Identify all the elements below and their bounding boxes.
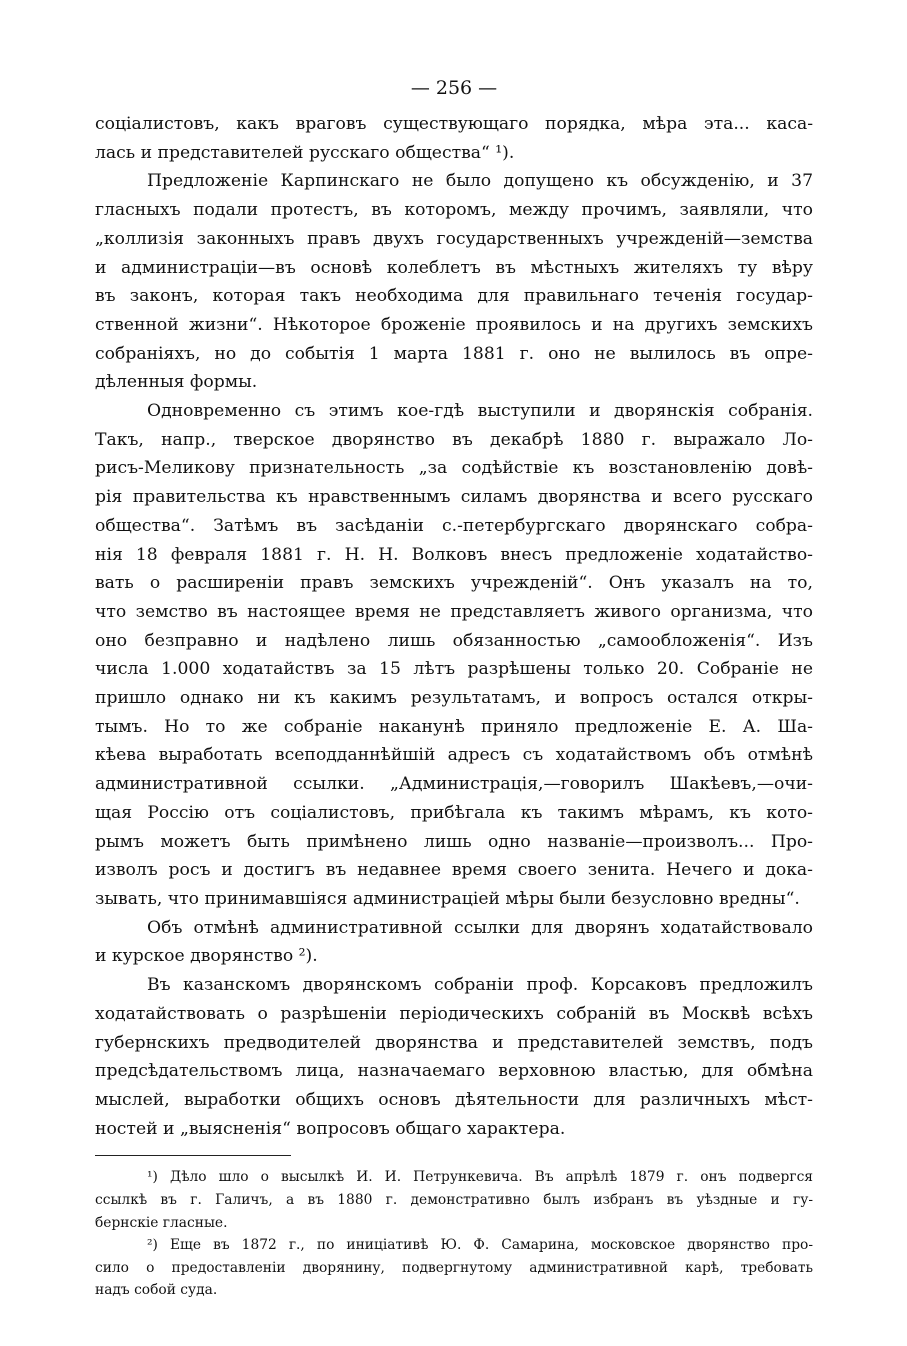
footnote-line: надъ собой суда. <box>95 1282 218 1299</box>
footnote-line: ¹) Дѣло шло о высылкѣ И. И. Петрункевича. Въ апрѣлѣ 1879 г. онъ подвергся <box>147 1169 813 1186</box>
text-line: оно безправно и надѣлено лишь обязанностью „самообложенія“. Изъ <box>95 630 813 651</box>
footnote-line: бернскіе гласные. <box>95 1214 228 1231</box>
text-line: въ законъ, которая такъ необходима для правильнаго теченія государ- <box>95 286 813 307</box>
footnotes <box>95 1166 813 1302</box>
text-line: и курское дворянство ²). <box>95 946 318 967</box>
text-line: Такъ, напр., тверское дворянство въ декабрѣ 1880 г. выражало Ло- <box>95 429 813 450</box>
paragraph <box>95 397 813 914</box>
body-text <box>95 110 813 1143</box>
text-line: Въ казанскомъ дворянскомъ собраніи проф. Корсаковъ предложилъ <box>147 975 813 996</box>
footnote <box>95 1166 813 1234</box>
text-line: общества“. Затѣмъ въ засѣданіи с.-петербургскаго дворянскаго собра- <box>95 515 813 536</box>
text-line: нія 18 февраля 1881 г. Н. Н. Волковъ внесъ предложеніе ходатайство- <box>95 544 813 565</box>
footnote-line: ²) Еще въ 1872 г., по иниціативѣ Ю. Ф. Самарина, московское дворянство про- <box>147 1237 813 1254</box>
text-line: Объ отмѣнѣ административной ссылки для дворянъ ходатайствовало <box>147 917 813 938</box>
text-line: рымъ можетъ быть примѣнено лишь одно названіе—произволъ... Про- <box>95 831 813 852</box>
text-line: дѣленныя формы. <box>95 372 258 393</box>
footnote-line: сило о предоставленіи дворянину, подвергнутому административной карѣ, требовать <box>95 1259 813 1276</box>
text-line: губернскихъ предводителей дворянства и представителей земствъ, подъ <box>95 1032 813 1053</box>
text-line: предсѣдательствомъ лица, назначаемаго верховною властью, для обмѣна <box>95 1061 813 1082</box>
text-line: пришло однако ни къ какимъ результатамъ, и вопросъ остался откры- <box>95 688 813 709</box>
text-line: ностей и „выясненія“ вопросовъ общаго характера. <box>95 1118 566 1139</box>
text-line: рисъ-Меликову признательность „за содѣйствіе къ возстановленію довѣ- <box>95 458 813 479</box>
text-line: мыслей, выработки общихъ основъ дѣятельности для различныхъ мѣст- <box>95 1089 813 1110</box>
text-line: гласныхъ подали протестъ, въ которомъ, между прочимъ, заявляли, что <box>95 200 813 221</box>
text-line: ственной жизни“. Нѣкоторое броженіе проявилось и на другихъ земскихъ <box>95 314 813 335</box>
text-line: „коллизія законныхъ правъ двухъ государственныхъ учрежденій—земства <box>95 228 813 249</box>
page <box>95 78 813 1302</box>
paragraph <box>95 914 813 971</box>
page-number: — 256 — <box>410 77 498 99</box>
footnote-line: ссылкѣ въ г. Галичъ, а въ 1880 г. демонстративно былъ избранъ въ уѣздные и гу- <box>95 1191 813 1208</box>
text-line: соціалистовъ, какъ враговъ существующаго порядка, мѣра эта... каса- <box>95 114 813 134</box>
paragraph <box>95 110 813 167</box>
text-line: числа 1.000 ходатайствъ за 15 лѣтъ разрѣшены только 20. Собраніе не <box>95 659 813 680</box>
paragraph <box>95 971 813 1143</box>
text-line: вать о расширеніи правъ земскихъ учрежденій“. Онъ указалъ на то, <box>95 573 813 594</box>
text-line: кѣева выработать всеподданнѣйшій адресъ съ ходатайствомъ объ отмѣнѣ <box>95 745 813 766</box>
text-line: что земство въ настоящее время не представляетъ живого организма, что <box>95 601 813 622</box>
text-line: ходатайствовать о разрѣшеніи періодическихъ собраній въ Москвѣ всѣхъ <box>95 1003 813 1024</box>
text-line: Одновременно съ этимъ кое-гдѣ выступили и дворянскія собранія. <box>147 401 813 422</box>
text-line: и администраціи—въ основѣ колеблетъ въ мѣстныхъ жителяхъ ту вѣру <box>95 257 813 278</box>
footnote <box>95 1234 813 1302</box>
text-line: тымъ. Но то же собраніе наканунѣ приняло предложеніе Е. А. Ша- <box>95 716 813 737</box>
text-line: рія правительства къ нравственнымъ силамъ дворянства и всего русскаго <box>95 487 813 508</box>
text-line: изволъ росъ и достигъ въ недавнее время своего зенита. Нечего и дока- <box>95 860 813 881</box>
footnote-divider <box>95 1155 291 1156</box>
paragraph <box>95 167 813 397</box>
text-line: Предложеніе Карпинскаго не было допущено къ обсужденію, и 37 <box>147 171 813 192</box>
text-line: собраніяхъ, но до событія 1 марта 1881 г. оно не вылилось въ опре- <box>95 343 813 364</box>
text-line: административной ссылки. „Администрація,—говорилъ Шакѣевъ,—очи- <box>95 774 813 795</box>
text-line: зывать, что принимавшіяся администраціей мѣры были безусловно вредны“. <box>95 888 800 909</box>
text-line: щая Россію отъ соціалистовъ, прибѣгала къ такимъ мѣрамъ, къ кото- <box>95 802 813 823</box>
text-line: лась и представителей русскаго общества“ ¹). <box>95 142 515 163</box>
